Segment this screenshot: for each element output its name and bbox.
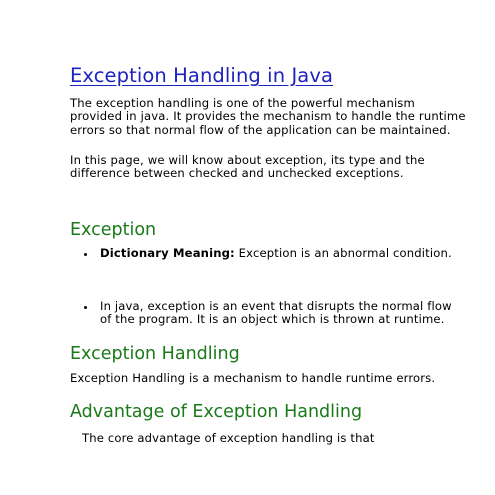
definition-term: Dictionary Meaning: [100,246,235,260]
section-heading-exception-handling: Exception Handling [70,344,240,364]
list-item [84,247,456,260]
section-heading-advantage: Advantage of Exception Handling [70,402,363,422]
intro-paragraph-1: The exception handling is one of the powerful mechanism provided in java. It provides the mechanism to handle the runtime errors so that normal flow of the application can be maintained. [70,96,466,137]
bullet-text [100,247,456,260]
bullet-icon [84,253,87,256]
list-item [84,300,456,327]
bullet-text: In java, exception is an event that disrupts the normal flow of the program. It is an object which is thrown at runtime. [100,299,452,327]
page-title[interactable]: Exception Handling in Java [70,64,334,87]
intro-paragraph-2: In this page, we will know about exception, its type and the difference between checked and unchecked exceptions. [70,153,425,181]
exception-handling-paragraph: Exception Handling is a mechanism to handle runtime errors. [70,371,436,385]
bullet-icon [84,306,87,309]
advantage-paragraph: The core advantage of exception handling is that [82,431,375,445]
definition-text: Exception is an abnormal condition. [234,246,452,260]
section-heading-exception: Exception [70,220,157,240]
